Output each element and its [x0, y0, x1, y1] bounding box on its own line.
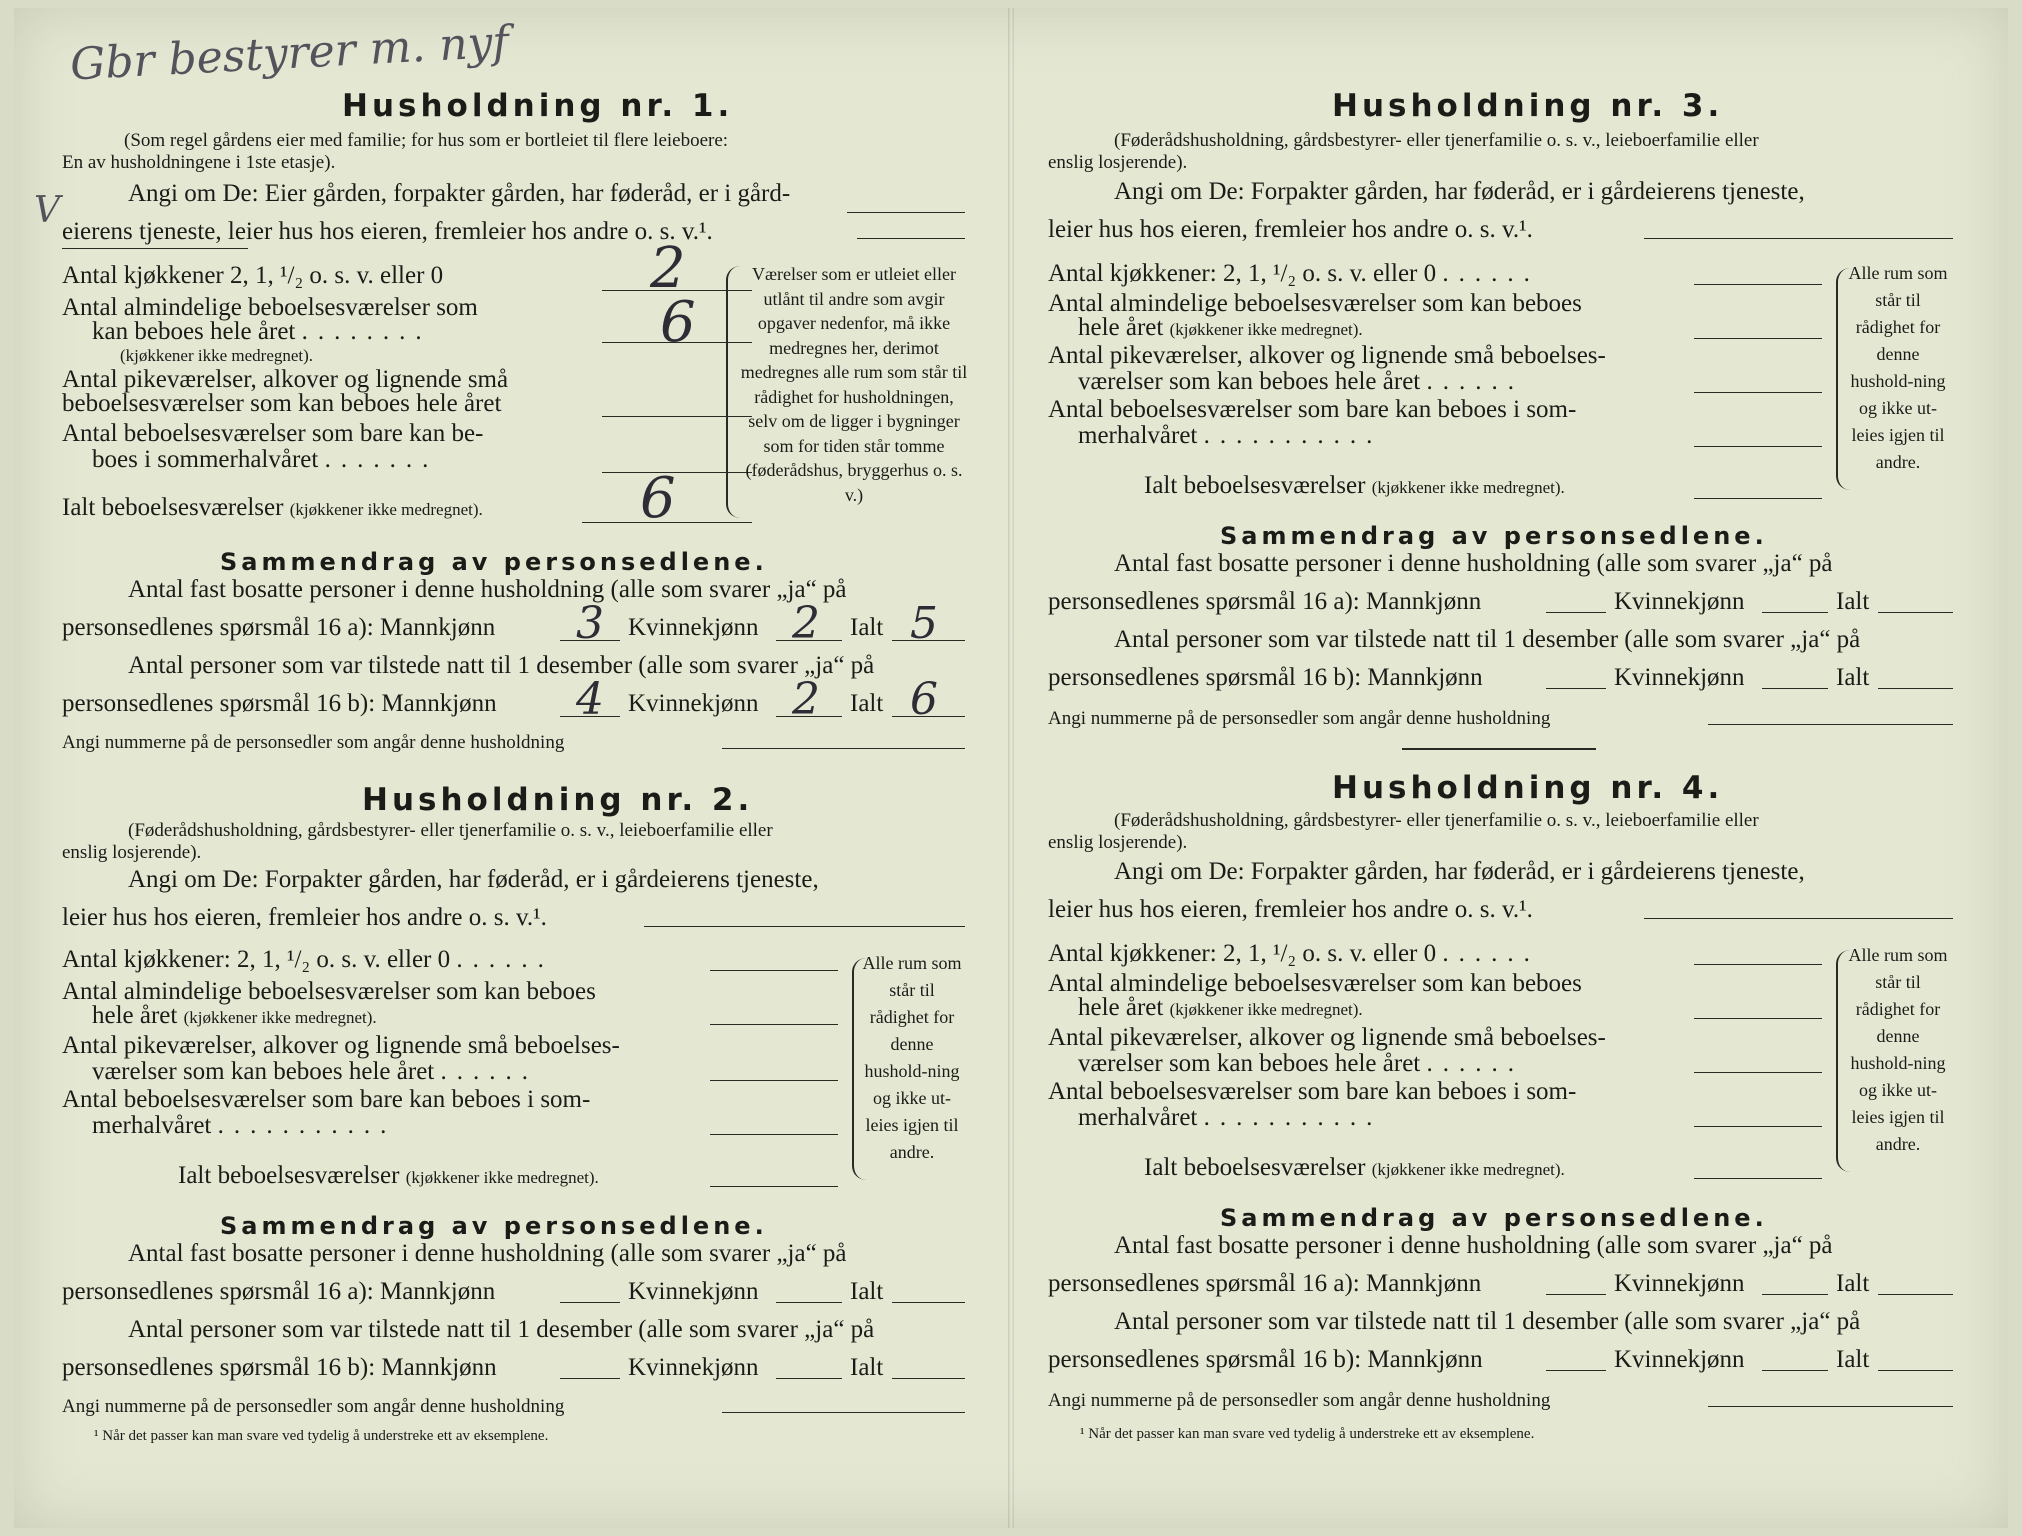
- h3-q-ialt: Ialt beboelsesværelser (kjøkkener ikke medregnet).: [1144, 472, 1565, 499]
- h3-angi-line2: leier hus hos eieren, fremleier hos andre o. s. v.¹.: [1048, 216, 1533, 243]
- h2-s2-kvinne: Kvinnekjønn: [628, 1354, 759, 1381]
- h2-q-kjokken: Antal kjøkkener: 2, 1, ¹/₂ o. s. v. eller 0 ......: [62, 946, 554, 973]
- h2-q-sommer2: merhalvåret ...........: [92, 1112, 397, 1139]
- h3-q-pike1: Antal pikeværelser, alkover og lignende små beboelses-: [1048, 342, 1606, 369]
- h2-s2-line1: Antal personer som var tilstede natt til 1 desember (alle som svarer „ja“ på: [128, 1316, 875, 1343]
- h3-s2-ialt: Ialt: [1836, 664, 1870, 691]
- h4-q-pike1: Antal pikeværelser, alkover og lignende små beboelses-: [1048, 1024, 1606, 1051]
- h3-s2-m-line: [1546, 688, 1606, 689]
- h2-q-ialt: Ialt beboelsesværelser (kjøkkener ikke medregnet).: [178, 1162, 599, 1189]
- h1-s1-ialt: Ialt: [850, 614, 884, 641]
- h2-s2-i-line: [892, 1378, 965, 1379]
- h1-numre-line: [722, 748, 965, 749]
- h1-q-alm2: kan beboes hele året ........: [92, 318, 432, 345]
- h4-q-alm2: hele året (kjøkkener ikke medregnet).: [1078, 994, 1363, 1021]
- h2-title: Husholdning nr. 2.: [362, 782, 754, 818]
- h2-s1-k-line: [776, 1302, 842, 1303]
- h3-numre-line: [1708, 724, 1953, 725]
- h3-s2-line1: Antal personer som var tilstede natt til 1 desember (alle som svarer „ja“ på: [1114, 626, 1861, 653]
- h1-q-alm1: Antal almindelige beboelsesværelser som: [62, 294, 478, 321]
- h3-side-note: Alle rum som står til rådighet for denne hushold-ning og ikke ut-leies igjen til andre.: [1848, 263, 1948, 472]
- h1-s2-m: 4: [576, 674, 604, 725]
- h3-line-ialt: [1694, 498, 1822, 499]
- h2-s1-i-line: [892, 1302, 965, 1303]
- h2-s2-line2: personsedlenes spørsmål 16 b): Mannkjønn: [62, 1354, 497, 1381]
- h4-angi-line2: leier hus hos eieren, fremleier hos andre o. s. v.¹.: [1048, 896, 1533, 923]
- h3-line-pike: [1694, 392, 1822, 393]
- checkmark-mark: V: [34, 190, 60, 231]
- h2-numre-line: [722, 1412, 965, 1413]
- h1-numre: Angi nummerne på de personsedler som angår denne husholdning: [62, 732, 565, 753]
- h1-q-alm3: (kjøkkener ikke medregnet).: [120, 346, 314, 365]
- h1-q-sommer1: Antal beboelsesværelser som bare kan be-: [62, 420, 484, 447]
- h1-s1-m: 3: [576, 598, 604, 649]
- h1-ans-ialt: 6: [640, 466, 676, 531]
- h3-s2-i-line: [1878, 688, 1953, 689]
- h4-q-ialt: Ialt beboelsesværelser (kjøkkener ikke medregnet).: [1144, 1154, 1565, 1181]
- h3-angi-answer-line: [1644, 238, 1953, 239]
- h2-s1-kvinne: Kvinnekjønn: [628, 1278, 759, 1305]
- h3-s1-ialt: Ialt: [1836, 588, 1870, 615]
- h3-q-pike2: værelser som kan beboes hele året ......: [1078, 368, 1524, 395]
- h2-q-alm1: Antal almindelige beboelsesværelser som kan beboes: [62, 978, 596, 1005]
- h4-s1-line1: Antal fast bosatte personer i denne husholdning (alle som svarer „ja“ på: [1114, 1232, 1833, 1259]
- h1-note-line2: En av husholdningene i 1ste etasje).: [62, 152, 336, 173]
- h4-s1-line2: personsedlenes spørsmål 16 a): Mannkjønn: [1048, 1270, 1482, 1297]
- h2-note-line1: (Føderådshusholdning, gårdsbestyrer- eller tjenerfamilie o. s. v., leieboerfamilie eller: [128, 820, 773, 841]
- h1-s2-k: 2: [792, 674, 820, 725]
- h3-q-alm2: hele året (kjøkkener ikke medregnet).: [1078, 314, 1363, 341]
- h1-q-pike2: beboelsesværelser som kan beboes hele året: [62, 390, 502, 417]
- right-footnote: ¹ Når det passer kan man svare ved tydelig å understreke ett av eksemplene.: [1080, 1426, 1535, 1442]
- h4-s1-i-line: [1878, 1294, 1953, 1295]
- h3-q-sommer2: merhalvåret ...........: [1078, 422, 1383, 449]
- h2-angi-line1: Angi om De: Forpakter gården, har føderåd, er i gårdeierens tjeneste,: [128, 866, 819, 893]
- h2-angi-line2: leier hus hos eieren, fremleier hos andre o. s. v.¹.: [62, 904, 547, 931]
- h2-line-kjokken: [710, 970, 838, 971]
- h3-s1-kvinne: Kvinnekjønn: [1614, 588, 1745, 615]
- h2-side-note: Alle rum som står til rådighet for denne hushold-ning og ikke ut-leies igjen til andre.: [862, 953, 962, 1162]
- h4-s1-k-line: [1762, 1294, 1828, 1295]
- h3-s2-kvinne: Kvinnekjønn: [1614, 664, 1745, 691]
- h2-q-alm2: hele året (kjøkkener ikke medregnet).: [92, 1002, 377, 1029]
- h2-line-alm: [710, 1024, 838, 1025]
- h1-q-kjokken: Antal kjøkkener 2, 1, ¹/₂ o. s. v. eller 0: [62, 262, 444, 289]
- h1-ans-alm: 6: [660, 290, 696, 355]
- h4-s1-kvinne: Kvinnekjønn: [1614, 1270, 1745, 1297]
- h1-angi-underline-a: [847, 212, 965, 213]
- h1-q-ialt: Ialt beboelsesværelser (kjøkkener ikke medregnet).: [62, 494, 483, 521]
- h1-side-note: Værelser som er utleiet eller utlånt til andre som avgir opgaver nedenfor, må ikke medregnes her, derimot medregnes alle rum som står til rådighet for husholdningen, selv om de ligger i bygninger som for tiden står tomme (føderådshus, bryggerhus o. s. v.): [740, 264, 968, 505]
- h3-s2-line2: personsedlenes spørsmål 16 b): Mannkjønn: [1048, 664, 1483, 691]
- h2-q-pike1: Antal pikeværelser, alkover og lignende små beboelses-: [62, 1032, 620, 1059]
- h2-line-sommer: [710, 1134, 838, 1135]
- h4-numre: Angi nummerne på de personsedler som angår denne husholdning: [1048, 1390, 1551, 1411]
- h3-q-alm1: Antal almindelige beboelsesværelser som kan beboes: [1048, 290, 1582, 317]
- h4-line-ialt: [1694, 1178, 1822, 1179]
- h1-s1-k: 2: [792, 598, 820, 649]
- h4-angi-line1: Angi om De: Forpakter gården, har føderåd, er i gårdeierens tjeneste,: [1114, 858, 1805, 885]
- h1-angi-line1: Angi om De: Eier gården, forpakter gården, har føderåd, er i gård-: [128, 180, 791, 207]
- h2-numre: Angi nummerne på de personsedler som angår denne husholdning: [62, 1396, 565, 1417]
- h2-note-line2: enslig losjerende).: [62, 842, 202, 863]
- h3-title: Husholdning nr. 3.: [1332, 88, 1724, 124]
- left-footnote: ¹ Når det passer kan man svare ved tydelig å understreke ett av eksemplene.: [94, 1428, 549, 1444]
- h3-line-alm: [1694, 338, 1822, 339]
- h2-s2-m-line: [560, 1378, 620, 1379]
- page-fold: [1008, 8, 1014, 1528]
- h4-title: Husholdning nr. 4.: [1332, 770, 1724, 806]
- h4-side-note: Alle rum som står til rådighet for denne hushold-ning og ikke ut-leies igjen til andre.: [1848, 945, 1948, 1154]
- h4-sum-title: Sammendrag av personsedlene.: [1220, 1204, 1768, 1232]
- h4-note-line1: (Føderådshusholdning, gårdsbestyrer- eller tjenerfamilie o. s. v., leieboerfamilie eller: [1114, 810, 1759, 831]
- h4-line-alm: [1694, 1018, 1822, 1019]
- h3-note-line1: (Føderådshusholdning, gårdsbestyrer- eller tjenerfamilie o. s. v., leieboerfamilie eller: [1114, 130, 1759, 151]
- h1-s2-i: 6: [910, 674, 938, 725]
- h2-line-ialt: [710, 1186, 838, 1187]
- h4-q-sommer2: merhalvåret ...........: [1078, 1104, 1383, 1131]
- h3-angi-line1: Angi om De: Forpakter gården, har føderåd, er i gårdeierens tjeneste,: [1114, 178, 1805, 205]
- h2-angi-answer-line: [644, 926, 965, 927]
- h1-s1-i: 5: [910, 598, 938, 649]
- h1-s2-ialt: Ialt: [850, 690, 884, 717]
- h3-s1-line1: Antal fast bosatte personer i denne husholdning (alle som svarer „ja“ på: [1114, 550, 1833, 577]
- h2-s2-ialt: Ialt: [850, 1354, 884, 1381]
- h4-s2-kvinne: Kvinnekjønn: [1614, 1346, 1745, 1373]
- h4-s2-line1: Antal personer som var tilstede natt til 1 desember (alle som svarer „ja“ på: [1114, 1308, 1861, 1335]
- h4-note-line2: enslig losjerende).: [1048, 832, 1188, 853]
- h1-s1-line1: Antal fast bosatte personer i denne husholdning (alle som svarer „ja“ på: [128, 576, 847, 603]
- h1-s1-line2: personsedlenes spørsmål 16 a): Mannkjønn: [62, 614, 496, 641]
- h1-ans-kjokken: 2: [650, 236, 686, 301]
- h2-line-pike: [710, 1080, 838, 1081]
- h1-angi-line2: eierens tjeneste, leier hus hos eieren, fremleier hos andre o. s. v.¹.: [62, 218, 713, 245]
- h3-s1-line2: personsedlenes spørsmål 16 a): Mannkjønn: [1048, 588, 1482, 615]
- h2-sum-title: Sammendrag av personsedlene.: [220, 1212, 768, 1240]
- h4-s1-ialt: Ialt: [1836, 1270, 1870, 1297]
- h3-sum-title: Sammendrag av personsedlene.: [1220, 522, 1768, 550]
- h1-angi-answer-line: [857, 238, 965, 239]
- h4-s2-line2: personsedlenes spørsmål 16 b): Mannkjønn: [1048, 1346, 1483, 1373]
- h2-s1-line1: Antal fast bosatte personer i denne husholdning (alle som svarer „ja“ på: [128, 1240, 847, 1267]
- h2-q-sommer1: Antal beboelsesværelser som bare kan beboes i som-: [62, 1086, 591, 1113]
- h3-note-line2: enslig losjerende).: [1048, 152, 1188, 173]
- h1-s2-kvinne: Kvinnekjønn: [628, 690, 759, 717]
- h1-s2-line1: Antal personer som var tilstede natt til 1 desember (alle som svarer „ja“ på: [128, 652, 875, 679]
- h4-numre-line: [1708, 1406, 1953, 1407]
- h1-angi-underline-b: [62, 248, 248, 249]
- h4-angi-answer-line: [1644, 918, 1953, 919]
- h2-s1-m-line: [560, 1302, 620, 1303]
- h3-numre: Angi nummerne på de personsedler som angår denne husholdning: [1048, 708, 1551, 729]
- h2-s1-ialt: Ialt: [850, 1278, 884, 1305]
- h2-q-pike2: værelser som kan beboes hele året ......: [92, 1058, 538, 1085]
- h3-s1-k-line: [1762, 612, 1828, 613]
- h3-q-kjokken: Antal kjøkkener: 2, 1, ¹/₂ o. s. v. eller 0 ......: [1048, 260, 1540, 287]
- h3-s2-k-line: [1762, 688, 1828, 689]
- h4-q-alm1: Antal almindelige beboelsesværelser som kan beboes: [1048, 970, 1582, 997]
- h4-q-pike2: værelser som kan beboes hele året ......: [1078, 1050, 1524, 1077]
- h1-title: Husholdning nr. 1.: [342, 88, 734, 124]
- h4-s2-i-line: [1878, 1370, 1953, 1371]
- h3-s1-m-line: [1546, 612, 1606, 613]
- h3-line-kjokken: [1694, 284, 1822, 285]
- h4-s2-ialt: Ialt: [1836, 1346, 1870, 1373]
- h1-sum-title: Sammendrag av personsedlene.: [220, 548, 768, 576]
- h4-line-pike: [1694, 1072, 1822, 1073]
- h4-s1-m-line: [1546, 1294, 1606, 1295]
- h1-q-sommer2: boes i sommerhalvåret .......: [92, 446, 439, 473]
- h1-s1-kvinne: Kvinnekjønn: [628, 614, 759, 641]
- h1-q-pike1: Antal pikeværelser, alkover og lignende små: [62, 366, 509, 393]
- h4-s2-m-line: [1546, 1370, 1606, 1371]
- h4-line-kjokken: [1694, 964, 1822, 965]
- h3-s1-i-line: [1878, 612, 1953, 613]
- h2-s1-line2: personsedlenes spørsmål 16 a): Mannkjønn: [62, 1278, 496, 1305]
- h1-note-line1: (Som regel gårdens eier med familie; for hus som er bortleiet til flere leieboere:: [124, 130, 729, 151]
- h4-q-kjokken: Antal kjøkkener: 2, 1, ¹/₂ o. s. v. eller 0 ......: [1048, 940, 1540, 967]
- h4-q-sommer1: Antal beboelsesværelser som bare kan beboes i som-: [1048, 1078, 1577, 1105]
- handwritten-note: Gbr bestyrer m. nyf: [68, 16, 510, 91]
- h3-q-sommer1: Antal beboelsesværelser som bare kan beboes i som-: [1048, 396, 1577, 423]
- h2-s2-k-line: [776, 1378, 842, 1379]
- h4-line-sommer: [1694, 1126, 1822, 1127]
- h3-h4-separator: [1402, 748, 1596, 750]
- h1-s2-line2: personsedlenes spørsmål 16 b): Mannkjønn: [62, 690, 497, 717]
- h3-line-sommer: [1694, 446, 1822, 447]
- h4-s2-k-line: [1762, 1370, 1828, 1371]
